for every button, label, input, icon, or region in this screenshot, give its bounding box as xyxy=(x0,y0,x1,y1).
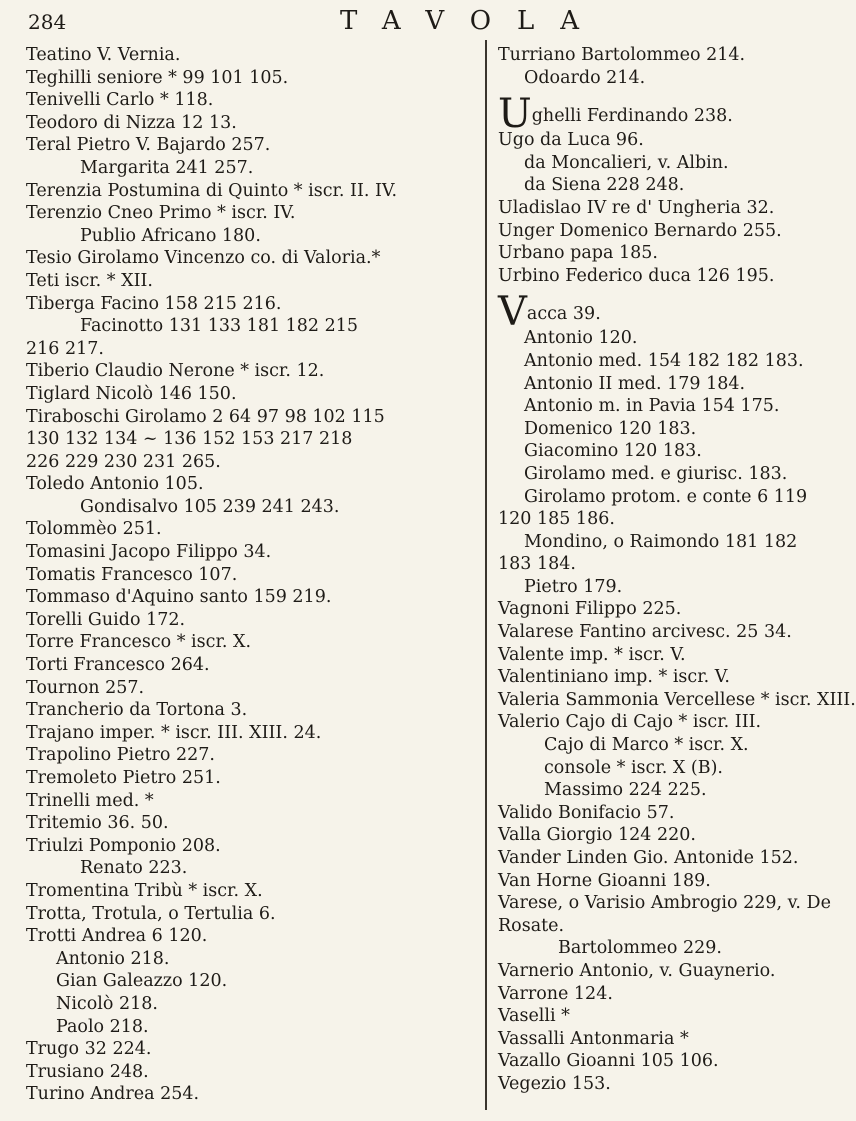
section-gap xyxy=(498,89,790,99)
index-subentry: Domenico 120 183. xyxy=(524,418,697,439)
index-subentry: da Moncalieri, v. Albin. xyxy=(524,152,729,173)
index-entry: Varrone 124. xyxy=(498,983,613,1004)
left-column xyxy=(26,44,466,1106)
index-subentry: Renato 223. xyxy=(80,858,188,879)
index-subentry: Antonio med. 154 182 182 183. xyxy=(524,350,804,371)
index-continuation: 216 217. xyxy=(26,338,104,359)
index-subentry: Giacomino 120 183. xyxy=(524,441,702,462)
index-entry-text: acca 39. xyxy=(526,304,601,325)
index-subentry: Massimo 224 225. xyxy=(544,780,707,801)
index-subentry: console * iscr. X (B). xyxy=(544,757,723,778)
index-subentry: Girolamo med. e giurisc. 183. xyxy=(524,463,788,484)
index-entry: Valerio Cajo di Cajo * iscr. III. xyxy=(498,712,762,733)
index-entry: Teatino V. Vernia. xyxy=(26,45,181,65)
column-divider xyxy=(485,40,487,1110)
index-subentry: da Siena 228 248. xyxy=(524,175,685,196)
index-entry: Tiberio Claudio Nerone * iscr. 12. xyxy=(26,361,325,382)
index-entry: Triulzi Pomponio 208. xyxy=(26,835,221,856)
index-subentry: Antonio 218. xyxy=(56,948,170,969)
index-entry: Tritemio 36. 50. xyxy=(26,813,169,834)
index-entry: Trugo 32 224. xyxy=(26,1039,152,1060)
index-subentry: Margarita 241 257. xyxy=(80,157,254,178)
index-entry: Teti iscr. * XII. xyxy=(26,270,153,291)
right-column xyxy=(498,44,856,1096)
index-entry: Trotti Andrea 6 120. xyxy=(26,926,208,947)
index-entry: Tommaso d'Aquino santo 159 219. xyxy=(26,587,332,608)
index-subentry: Paolo 218. xyxy=(56,1016,149,1037)
index-subentry: Publio Africano 180. xyxy=(80,225,261,246)
index-entry: Varese, o Varisio Ambrogio 229, v. De xyxy=(498,893,831,914)
index-entry: Tenivelli Carlo * 118. xyxy=(26,90,214,111)
index-entry: Tolommèo 251. xyxy=(26,519,162,540)
index-entry: Tomatis Francesco 107. xyxy=(26,564,238,585)
index-subentry: Nicolò 218. xyxy=(56,993,158,1014)
page-header xyxy=(0,6,800,40)
index-entry: Tiberga Facino 158 215 216. xyxy=(26,293,282,314)
index-subentry: Odoardo 214. xyxy=(524,67,646,88)
section-gap xyxy=(498,287,790,297)
index-entry: Teghilli seniore * 99 101 105. xyxy=(26,67,289,88)
index-subentry: Antonio II med. 179 184. xyxy=(524,373,746,394)
index-entry: Valido Bonifacio 57. xyxy=(498,802,675,823)
index-entry: Varnerio Antonio, v. Guaynerio. xyxy=(498,960,776,981)
index-entry: Vander Linden Gio. Antonide 152. xyxy=(498,848,799,868)
index-subentry: Cajo di Marco * iscr. X. xyxy=(544,735,749,756)
running-title: TAVOLA xyxy=(340,6,606,36)
index-entry: Vazallo Gioanni 105 106. xyxy=(498,1051,719,1072)
index-continuation: 120 185 186. xyxy=(498,509,615,530)
index-entry-text: ghelli Ferdinando 238. xyxy=(531,106,733,127)
index-entry: Tremoleto Pietro 251. xyxy=(26,768,221,788)
page-number: 284 xyxy=(28,10,67,34)
index-entry: Van Horne Gioanni 189. xyxy=(498,870,711,891)
index-entry: Valeria Sammonia Vercellese * iscr. XIII. xyxy=(498,689,856,710)
drop-initial: V xyxy=(498,289,527,336)
index-entry: Vassalli Antonmaria * xyxy=(498,1028,689,1049)
index-continuation: 183 184. xyxy=(498,554,576,575)
index-entry xyxy=(498,91,790,138)
index-continuation: Rosate. xyxy=(498,915,565,936)
index-entry: Trancherio da Tortona 3. xyxy=(26,700,248,721)
index-entry: Turino Andrea 254. xyxy=(26,1084,200,1105)
index-subentry: Girolamo protom. e conte 6 119 xyxy=(524,486,808,507)
index-subentry: Bartolommeo 229. xyxy=(558,938,722,959)
index-entry: Vaselli * xyxy=(498,1006,570,1027)
index-subentry: Gian Galeazzo 120. xyxy=(56,971,228,992)
index-entry: Toledo Antonio 105. xyxy=(26,474,204,495)
index-entry: Valente imp. * iscr. V. xyxy=(498,644,686,665)
index-entry: Urbano papa 185. xyxy=(498,243,658,264)
index-entry: Tiraboschi Girolamo 2 64 97 98 102 115 xyxy=(26,406,385,427)
index-subentry: Pietro 179. xyxy=(524,576,623,597)
index-entry: Ugo da Luca 96. xyxy=(498,130,644,151)
index-entry: Trusiano 248. xyxy=(26,1061,149,1082)
index-entry: Valla Giorgio 124 220. xyxy=(498,825,696,846)
index-entry: Unger Domenico Bernardo 255. xyxy=(498,220,782,241)
index-entry: Trotta, Trotula, o Tertulia 6. xyxy=(26,903,276,924)
index-entry xyxy=(498,289,790,336)
index-entry: Terenzio Cneo Primo * iscr. IV. xyxy=(26,203,296,224)
index-subentry: Mondino, o Raimondo 181 182 xyxy=(524,531,798,552)
index-entry: Trajano imper. * iscr. III. XIII. 24. xyxy=(26,722,322,743)
index-entry: Valentiniano imp. * iscr. V. xyxy=(498,667,730,688)
index-entry: Urbino Federico duca 126 195. xyxy=(498,265,775,286)
index-entry: Teodoro di Nizza 12 13. xyxy=(26,112,237,133)
index-entry: Uladislao IV re d' Ungheria 32. xyxy=(498,197,775,218)
index-subentry: Facinotto 131 133 181 182 215 xyxy=(80,316,359,337)
index-subentry: Gondisalvo 105 239 241 243. xyxy=(80,496,340,517)
index-entry: Vegezio 153. xyxy=(498,1073,611,1094)
index-entry: Valarese Fantino arcivesc. 25 34. xyxy=(498,622,792,643)
index-entry: Vagnoni Filippo 225. xyxy=(498,599,682,620)
index-entry: Turriano Bartolommeo 214. xyxy=(498,45,746,65)
index-entry: Torre Francesco * iscr. X. xyxy=(26,632,252,653)
index-entry: Trapolino Pietro 227. xyxy=(26,745,215,766)
index-entry: Tromentina Tribù * iscr. X. xyxy=(26,880,263,901)
index-entry: Tiglard Nicolò 146 150. xyxy=(26,383,237,404)
index-entry: Tomasini Jacopo Filippo 34. xyxy=(26,542,272,563)
index-entry: Tournon 257. xyxy=(26,677,145,698)
index-subentry: Antonio m. in Pavia 154 175. xyxy=(524,396,780,417)
index-continuation: 130 132 134 ~ 136 152 153 217 218 xyxy=(26,429,353,450)
index-entry: Torti Francesco 264. xyxy=(26,655,210,676)
index-entry: Terenzia Postumina di Quinto * iscr. II. IV. xyxy=(26,180,398,201)
index-entry: Teral Pietro V. Bajardo 257. xyxy=(26,135,271,156)
index-entry: Trinelli med. * xyxy=(26,790,154,811)
index-continuation: 226 229 230 231 265. xyxy=(26,451,221,472)
index-entry: Tesio Girolamo Vincenzo co. di Valoria.* xyxy=(26,248,381,269)
drop-initial: U xyxy=(498,91,532,138)
index-entry: Torelli Guido 172. xyxy=(26,609,186,630)
index-subentry: Antonio 120. xyxy=(524,328,638,349)
